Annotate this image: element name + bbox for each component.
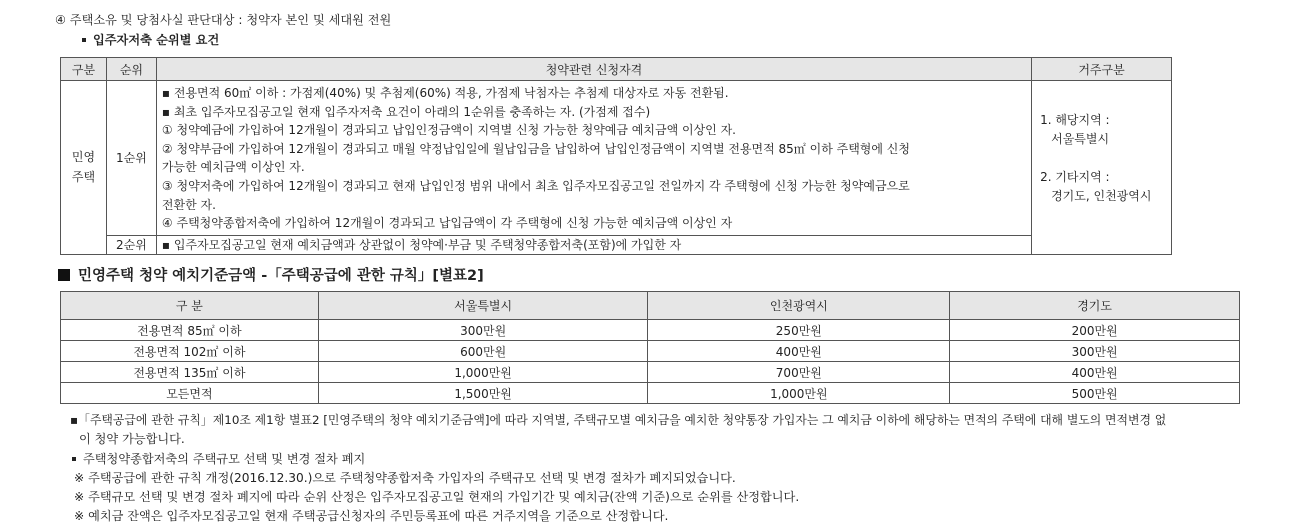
category-line: 주택	[71, 170, 96, 185]
requirement-line: ① 청약예금에 가입하여 12개월이 경과되고 납입인정금액이 지역별 신청 가능한 청약예금 예치금액 이상인 자.	[161, 123, 736, 138]
ownership-criteria-line: ④ 주택소유 및 당첨사실 판단대상 : 청약자 본인 및 세대원 전원	[55, 13, 392, 27]
requirement-line: ▪ 전용면적 60㎡ 이하 : 가점제(40%) 및 추첨제(60%) 적용, 가점제 낙첨자는 추첨제 대상자로 자동 전환됨.	[161, 86, 729, 100]
rank2-requirements-cell: ▪ 입주자모집공고일 현재 예치금액과 상관없이 청약예·부금 및 주택청약종합저축(포함)에 가입한 자	[156, 235, 1031, 254]
col-header-seoul: 서울특별시	[318, 292, 648, 320]
table-row	[61, 383, 1240, 404]
rank2-cell: 2순위	[106, 235, 156, 254]
table-cell: 전용면적 85㎡ 이하	[61, 320, 319, 341]
table-cell: 300만원	[950, 341, 1240, 362]
table-cell: 1,000만원	[318, 362, 648, 383]
note-line: ▪「주택공급에 관한 규칙」제10조 제1항 별표2 [민영주택의 청약 예치기준금액]에 따라 지역별, 주택규모별 예치금을 예치한 청약통장 가입자는 그 예치금 이하에 해당하는 면적의 주택에 대해 별도의 면적변경 없	[70, 413, 1167, 427]
deposit-standard-table	[60, 291, 1240, 404]
note-text: 주택청약종합저축의 주택규모 선택 및 변경 절차 폐지	[83, 452, 366, 466]
note-line: ※ 주택공급에 관한 규칙 개정(2016.12.30.)으로 주택청약종합저축 가입자의 주택규모 선택 및 변경 절차가 폐지되었습니다.	[74, 471, 736, 485]
rank-requirements-table	[60, 57, 1172, 255]
col-header-rank: 순위	[106, 58, 156, 81]
requirement-line: 가능한 예치금액 이상인 자.	[161, 160, 305, 175]
col-header-qualification: 청약관련 신청자격	[156, 58, 1031, 81]
col-header-gyeonggi: 경기도	[950, 292, 1240, 320]
requirement-line: ④ 주택청약종합저축에 가입하여 12개월이 경과되고 납입금액이 각 주택형에 신청 가능한 예치금액 이상인 자	[161, 216, 733, 231]
table-cell: 700만원	[648, 362, 950, 383]
table-cell: 250만원	[648, 320, 950, 341]
note-line	[72, 450, 365, 467]
requirement-heading	[82, 31, 219, 48]
residence-cell	[1032, 81, 1172, 255]
category-cell	[61, 81, 107, 255]
table-cell: 전용면적 102㎡ 이하	[61, 341, 319, 362]
col-header-incheon: 인천광역시	[648, 292, 950, 320]
table-header-row	[61, 58, 1172, 81]
requirement-line: ③ 청약저축에 가입하여 12개월이 경과되고 현재 납입인정 범위 내에서 최초 입주자모집공고일 전일까지 각 주택형에 신청 가능한 청약예금으로	[161, 178, 910, 193]
square-bullet-icon	[58, 269, 70, 281]
col-header-area: 구 분	[61, 292, 319, 320]
note-line: ※ 주택규모 선택 및 변경 절차 폐지에 따라 순위 산정은 입주자모집공고일 현재의 가입기간 및 예치금(잔액 기준)으로 순위를 산정합니다.	[74, 490, 800, 504]
col-header-category: 구분	[61, 58, 107, 81]
table-cell: 500만원	[950, 383, 1240, 404]
category-line: 민영	[71, 150, 96, 165]
table-cell: 1,000만원	[648, 383, 950, 404]
table-row	[61, 320, 1240, 341]
col-header-residence: 거주구분	[1032, 58, 1172, 81]
residence-line: 경기도, 인천광역시	[1051, 189, 1152, 203]
requirement-line: ② 청약부금에 가입하여 12개월이 경과되고 매월 약정납입일에 월납입금을 납입하여 납입인정금액이 지역별 전용면적 85㎡ 이하 주택형에 신청	[161, 141, 910, 156]
table-cell: 400만원	[950, 362, 1240, 383]
table-cell: 200만원	[950, 320, 1240, 341]
table-cell: 300만원	[318, 320, 648, 341]
table-cell: 전용면적 135㎡ 이하	[61, 362, 319, 383]
table-row	[61, 362, 1240, 383]
rank1-requirements-cell	[156, 81, 1031, 236]
table-cell: 400만원	[648, 341, 950, 362]
requirement-heading-text: 입주자저축 순위별 요건	[93, 33, 220, 47]
section2-title-text: 민영주택 청약 예치기준금액 -「주택공급에 관한 규칙」[별표2]	[78, 268, 484, 284]
table-row	[61, 81, 1172, 236]
residence-line: 2. 기타지역 :	[1040, 170, 1110, 184]
rank1-cell: 1순위	[106, 81, 156, 236]
note-line: 이 청약 가능합니다.	[79, 432, 185, 446]
section2-title	[58, 264, 484, 285]
square-bullet-icon	[72, 457, 76, 461]
table-cell: 모든면적	[61, 383, 319, 404]
table-header-row	[61, 292, 1240, 320]
requirement-line: 전환한 자.	[161, 197, 216, 212]
note-line: ※ 예치금 잔액은 입주자모집공고일 현재 주택공급신청자의 주민등록표에 따른 거주지역을 기준으로 산정합니다.	[74, 509, 669, 523]
table-row	[61, 235, 1172, 254]
requirement-line: ▪ 최초 입주자모집공고일 현재 입주자저축 요건이 아래의 1순위를 충족하는 자. (가점제 접수)	[161, 104, 651, 119]
table-row	[61, 341, 1240, 362]
residence-line: 서울특별시	[1051, 132, 1110, 146]
table-cell: 1,500만원	[318, 383, 648, 404]
square-bullet-icon	[82, 38, 86, 42]
table-cell: 600만원	[318, 341, 648, 362]
residence-line: 1. 해당지역 :	[1040, 113, 1110, 127]
